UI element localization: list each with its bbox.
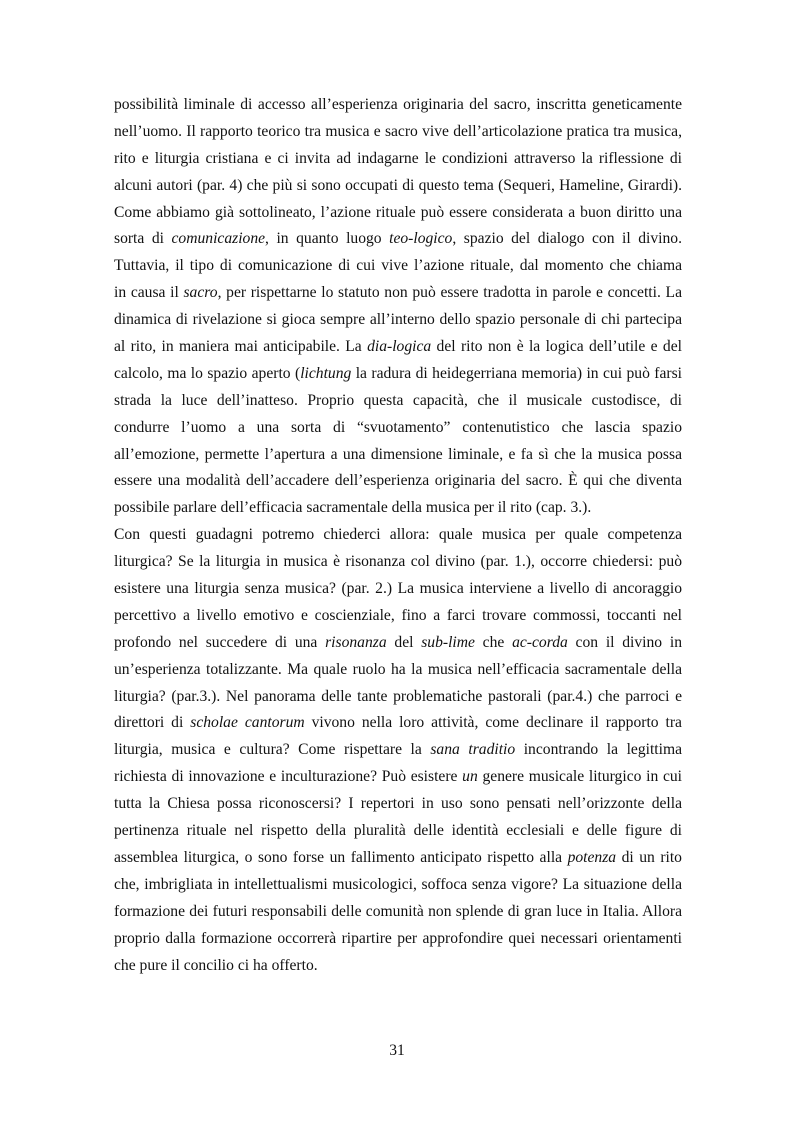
- body-text: [114, 92, 682, 979]
- italic-term: risonanza: [325, 633, 387, 651]
- text-line: formazione dei futuri responsabili delle comunità non splende di gran luce in Italia. Allora: [114, 902, 682, 920]
- text-line: dinamica di rivelazione si gioca sempre all’interno dello spazio personale di chi partecipa: [114, 311, 682, 329]
- italic-term: sacro: [183, 284, 218, 302]
- text-line: che, imbrigliata in intellettualismi musicologici, soffoca senza vigore? La situazione della: [114, 875, 682, 893]
- italic-term: ac-corda: [512, 633, 568, 651]
- text-line: possibilità liminale di accesso all’esperienza originaria del sacro, inscritta geneticamente: [114, 96, 682, 113]
- italic-term: sana traditio: [430, 741, 516, 759]
- italic-term: sub-lime: [421, 633, 475, 651]
- text-line: richiesta di innovazione e inculturazione? Può esistere un genere musicale liturgico in cui: [114, 768, 682, 786]
- italic-term: lichtung: [300, 364, 352, 382]
- italic-term: teo-logico: [389, 230, 453, 248]
- text-line: all’emozione, permette l’apertura a una dimensione liminale, e fa sì che la musica possa: [114, 445, 682, 463]
- text-line: percettivo a livello emotivo e coscienziale, fino a farci trovare commossi, toccanti nel: [114, 606, 682, 624]
- text-line: possibile parlare dell’efficacia sacramentale della musica per il rito (cap. 3.).: [114, 499, 592, 517]
- text-line: direttori di scholae cantorum vivono nella loro attività, come declinare il rapporto tra: [114, 714, 682, 732]
- text-line: condurre l’uomo a una sorta di “svuotamento” contenutistico che lascia spazio: [114, 418, 682, 436]
- text-line: calcolo, ma lo spazio aperto (lichtung la radura di heidegerriana memoria) in cui può farsi: [114, 364, 682, 382]
- text-line: strada la luce dell’inatteso. Proprio questa capacità, che il musicale custodisce, di: [114, 391, 682, 409]
- text-line: alcuni autori (par. 4) che più si sono occupati di questo tema (Sequeri, Hameline, Girardi).: [114, 176, 682, 194]
- text-line: Come abbiamo già sottolineato, l’azione rituale può essere considerata a buon diritto una: [114, 203, 682, 221]
- italic-term: dia-logica: [367, 338, 432, 356]
- text-line: rito e liturgia cristiana e ci invita ad indagarne le condizioni attraverso la riflessione di: [114, 149, 682, 167]
- text-line: Tuttavia, il tipo di comunicazione di cui vive l’azione rituale, dal momento che chiama: [114, 257, 682, 275]
- text-line: liturgica? Se la liturgia in musica è risonanza col divino (par. 1.), occorre chiedersi: può: [114, 553, 682, 571]
- text-line: pertinenza rituale nel rispetto della pluralità delle identità ecclesiali e delle figure di: [114, 822, 682, 840]
- text-line: un’esperienza totalizzante. Ma quale ruolo ha la musica nell’efficacia sacramentale della: [114, 660, 682, 678]
- text-line: nell’uomo. Il rapporto teorico tra musica e sacro vive dell’articolazione pratica tra musica,: [114, 122, 682, 140]
- italic-term: comunicazione: [171, 230, 266, 248]
- italic-term: un: [462, 768, 478, 786]
- text-line: in causa il sacro, per rispettarne lo statuto non può essere tradotta in parole e concetti. La: [114, 284, 682, 302]
- text-line: tutta la Chiesa possa riconoscersi? I repertori in uso sono pensati nell’orizzonte della: [114, 795, 682, 813]
- text-line: proprio dalla formazione occorrerà ripartire per approfondire quei necessari orientamenti: [114, 929, 682, 947]
- text-line: che pure il concilio ci ha offerto.: [114, 956, 318, 974]
- text-line: al rito, in maniera mai anticipabile. La dia-logica del rito non è la logica dell’utile e del: [114, 338, 682, 356]
- text-line: sorta di comunicazione, in quanto luogo teo-logico, spazio del dialogo con il divino.: [114, 230, 682, 248]
- text-line: esistere una liturgia senza musica? (par. 2.) La musica interviene a livello di ancoraggio: [114, 580, 682, 598]
- italic-term: potenza: [567, 848, 617, 866]
- text-line: profondo nel succedere di una risonanza del sub-lime che ac-corda con il divino in: [114, 633, 682, 651]
- text-line: liturgia? (par.3.). Nel panorama delle tante problematiche pastorali (par.4.) che parroci e: [114, 687, 682, 705]
- italic-term: scholae cantorum: [190, 714, 305, 732]
- text-line: liturgia, musica e cultura? Come rispettare la sana traditio incontrando la legittima: [114, 741, 682, 759]
- text-line: Con questi guadagni potremo chiederci allora: quale musica per quale competenza: [114, 526, 682, 544]
- text-line: assemblea liturgica, o sono forse un fallimento anticipato rispetto alla potenza di un rito: [114, 848, 682, 866]
- page-number: 31: [389, 1042, 405, 1059]
- text-line: essere una modalità dell’accadere dell’esperienza originaria del sacro. È qui che diventa: [114, 472, 682, 490]
